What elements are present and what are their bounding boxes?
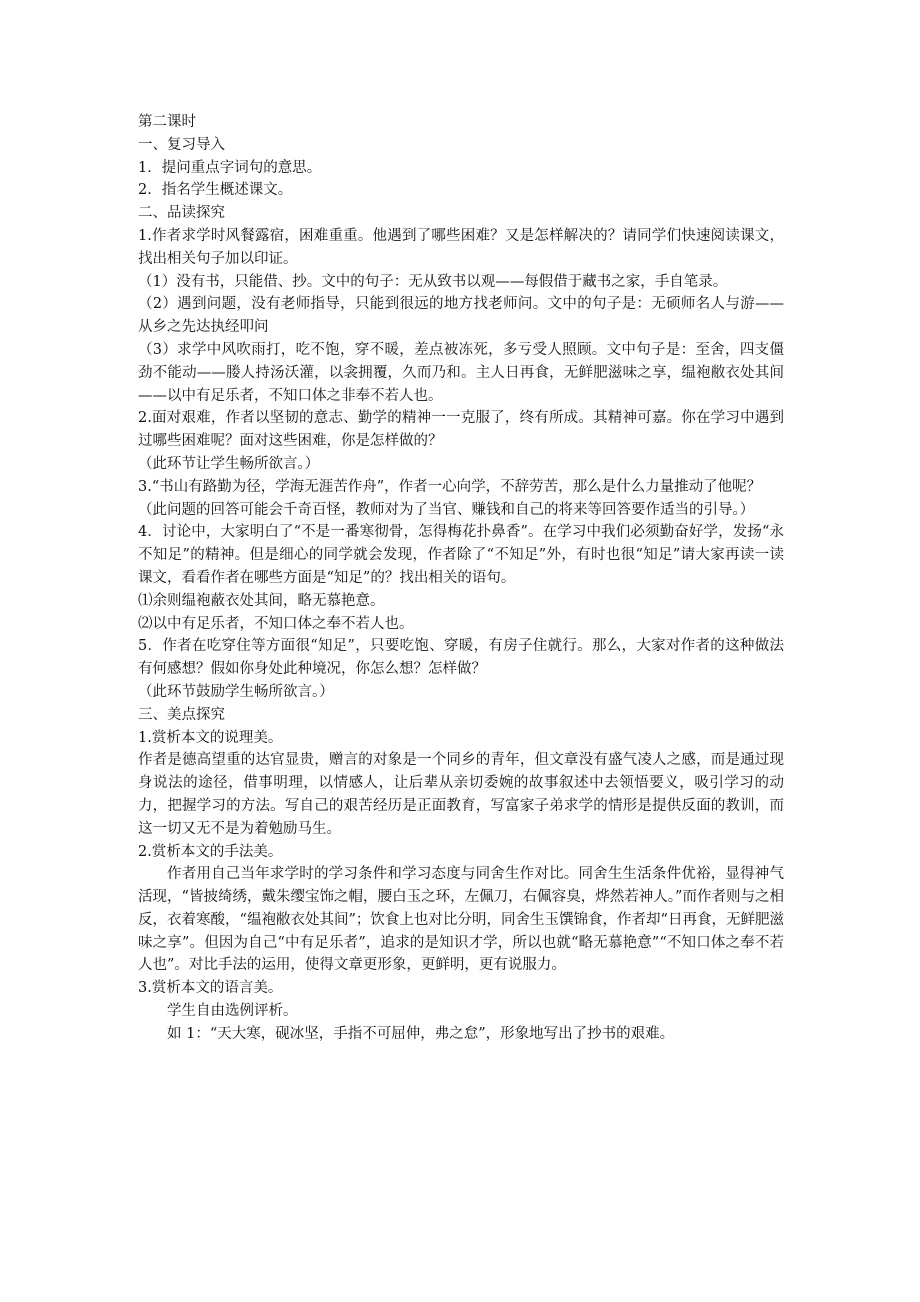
question-paragraph: 4．讨论中，大家明白了“不是一番寒彻骨，怎得梅花扑鼻香”。在学习中我们必须勤奋好学，发扬“永不知足”的精神。但是细心的同学就会发现，作者除了“不知足”外，有时也很“知足”请大家再读一读课文，看看作者在哪些方面是“知足”的？找出相关的语句。 bbox=[138, 524, 784, 586]
subheading: 3.赏析本文的语言美。 bbox=[138, 980, 283, 997]
note-paragraph: （此问题的回答可能会千奇百怪，教师对为了当官、赚钱和自己的将来等回答要作适当的引导。） bbox=[138, 501, 755, 518]
section-heading-review: 一、复习导入 bbox=[138, 136, 225, 153]
lesson-title: 第二课时 bbox=[138, 114, 196, 130]
note-paragraph: （此环节鼓励学生畅所欲言。） bbox=[138, 683, 334, 700]
section-heading-reading: 二、品读探究 bbox=[138, 205, 225, 222]
subheading: 1.赏析本文的说理美。 bbox=[138, 729, 283, 746]
answer-paragraph: ⑵以中有足乐者，不知口体之奉不若人也。 bbox=[138, 615, 414, 632]
section-heading-beauty: 三、美点探究 bbox=[138, 706, 225, 723]
answer-paragraph: （2）遇到问题，没有老师指导，只能到很远的地方找老师问。文中的句子是：无硕师名人与游——从乡之先达执经叩问 bbox=[138, 296, 784, 336]
answer-paragraph: （3）求学中风吹雨打，吃不饱，穿不暖，差点被冻死，多亏受人照顾。文中句子是：至舍，四支僵劲不能动——媵人持汤沃灌，以衾拥覆，久而乃和。主人日再食，无鲜肥滋味之享，缊袍敝衣处其间——以中有足乐者，不知口体之非奉不若人也。 bbox=[138, 341, 784, 404]
subheading: 2.赏析本文的手法美。 bbox=[138, 843, 283, 860]
body-paragraph: 如 1：“天大寒，砚冰坚，手指不可屈伸，弗之怠”，形象地写出了抄书的艰难。 bbox=[167, 1025, 675, 1042]
list-item: 2．指名学生概述课文。 bbox=[138, 182, 293, 199]
list-item: 1．提问重点字词句的意思。 bbox=[138, 159, 322, 176]
note-paragraph: （此环节让学生畅所欲言。） bbox=[138, 455, 320, 472]
body-paragraph: 学生自由选例评析。 bbox=[167, 1003, 298, 1020]
document-body bbox=[138, 111, 784, 1046]
body-paragraph: 作者是德高望重的达官显贵，赠言的对象是一个同乡的青年，但文章没有盛气凌人之感，而是通过现身说法的途径，借事明理，以情感人，让后辈从亲切委婉的故事叙述中去领悟要义，吸引学习的动力，把握学习的方法。写自己的艰苦经历是正面教育，写富家子弟求学的情形是提供反面的教训，而这一切又无不是为着勉励马生。 bbox=[138, 752, 784, 837]
question-paragraph: 2.面对艰难，作者以坚韧的意志、勤学的精神一一克服了，终有所成。其精神可嘉。你在学习中遇到过哪些困难呢？面对这些困难，你是怎样做的？ bbox=[138, 410, 784, 450]
question-paragraph: 5．作者在吃穿住等方面很“知足”，只要吃饱、穿暖，有房子住就行。那么，大家对作者的这种做法有何感想？假如你身处此种境况，你怎么想？怎样做？ bbox=[138, 638, 784, 678]
question-paragraph: 3.“书山有路勤为径，学海无涯苦作舟”，作者一心向学，不辞劳苦，那么是什么力量推动了他呢？ bbox=[138, 478, 762, 495]
body-paragraph: 作者用自己当年求学时的学习条件和学习态度与同舍生作对比。同舍生生活条件优裕，显得神气活现，“皆披绮绣，戴朱缨宝饰之帽，腰白玉之环，左佩刀，右佩容臭，烨然若神人。”而作者则与之相反，衣着寒酸，“缊袍敝衣处其间”；饮食上也对比分明，同舍生玉馔锦食，作者却“日再食，无鲜肥滋味之享”。但因为自己“中有足乐者”，追求的是知识才学，所以也就“略无慕艳意”“不知口体之奉不若人也”。对比手法的运用，使得文章更形象，更鲜明，更有说服力。 bbox=[138, 866, 784, 974]
answer-paragraph: （1）没有书，只能借、抄。文中的句子：无从致书以观——每假借于藏书之家，手自笔录。 bbox=[138, 273, 728, 290]
answer-paragraph: ⑴余则缊袍蔽衣处其间，略无慕艳意。 bbox=[138, 592, 385, 609]
question-paragraph: 1.作者求学时风餐露宿，困难重重。他遇到了哪些困难？又是怎样解决的？请同学们快速阅读课文，找出相关句子加以印证。 bbox=[138, 227, 784, 267]
